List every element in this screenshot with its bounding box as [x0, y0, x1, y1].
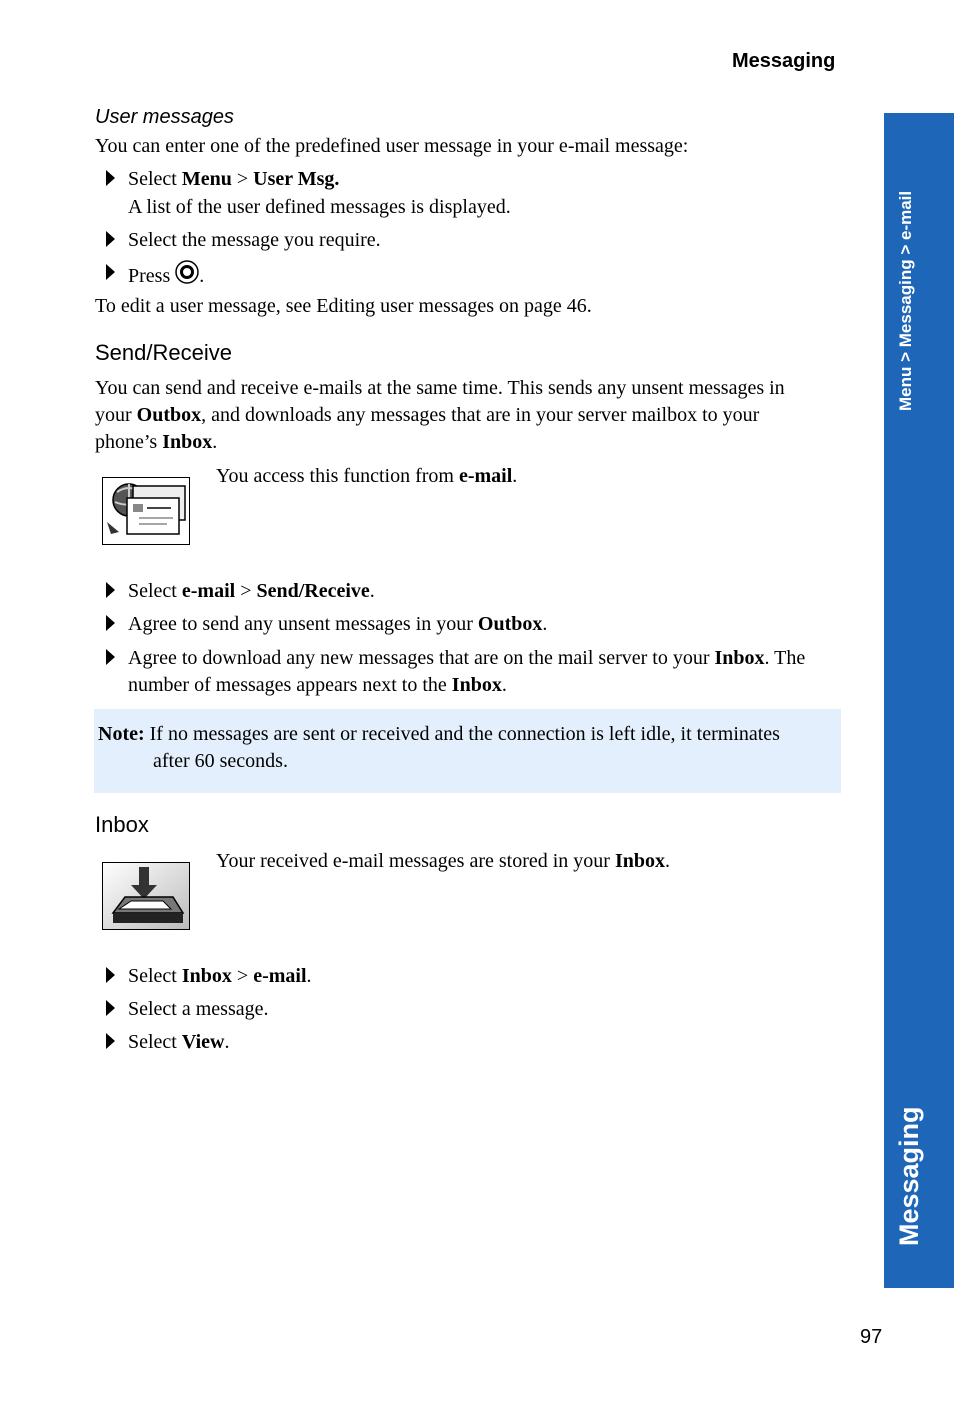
inbox-step-1: Select Inbox > e-mail.: [128, 965, 312, 987]
running-header: Messaging: [732, 50, 836, 72]
send-receive-access: You access this function from e-mail.: [216, 465, 518, 487]
edit-user-message-reference: To edit a user message, see Editing user messages on page 46.: [95, 295, 592, 317]
bullet-arrow-icon: [106, 1033, 115, 1049]
bullet-arrow-icon: [106, 264, 115, 280]
user-messages-intro: You can enter one of the predefined user message in your e-mail message:: [95, 135, 689, 157]
inbox-icon: [102, 862, 190, 930]
inbox-step-3: Select View.: [128, 1031, 230, 1053]
send-receive-paragraph: You can send and receive e-mails at the same time. This sends any unsent messages in your Outbox, and downloads any messages that are in your server mailbox to your phone’s Inbox.: [95, 377, 785, 453]
user-messages-step-3: Press .: [128, 260, 204, 292]
user-messages-step-1: Select Menu > User Msg.: [128, 168, 340, 190]
bullet-arrow-icon: [106, 231, 115, 247]
bullet-arrow-icon: [106, 582, 115, 598]
note-label: Note:: [98, 723, 145, 745]
inbox-description: Your received e-mail messages are stored in your Inbox.: [216, 850, 670, 872]
inbox-step-2: Select a message.: [128, 998, 269, 1020]
side-tab-path: Menu > Messaging > e-mail: [896, 190, 915, 411]
send-receive-icon: [102, 477, 190, 545]
bullet-arrow-icon: [106, 615, 115, 631]
note-text: Note: If no messages are sent or received and the connection is left idle, it terminates after 60 seconds.: [98, 723, 780, 772]
send-receive-step-2: Agree to send any unsent messages in your Outbox.: [128, 613, 548, 635]
side-tab: [884, 113, 954, 1288]
send-receive-step-3: Agree to download any new messages that are on the mail server to your Inbox. The number of messages appears next to the Inbox.: [128, 647, 806, 696]
send-receive-heading: Send/Receive: [95, 340, 232, 365]
navi-key-icon: [175, 260, 199, 292]
side-tab-section: Messaging: [894, 1106, 924, 1246]
user-messages-step-1-result: A list of the user defined messages is displayed.: [128, 196, 511, 218]
bullet-arrow-icon: [106, 1000, 115, 1016]
note-box: [94, 709, 841, 793]
page-number: 97: [860, 1326, 883, 1348]
bullet-arrow-icon: [106, 967, 115, 983]
user-messages-step-2: Select the message you require.: [128, 229, 381, 251]
user-messages-heading: User messages: [95, 106, 234, 128]
bullet-arrow-icon: [106, 649, 115, 665]
send-receive-step-1: Select e-mail > Send/Receive.: [128, 580, 375, 602]
inbox-heading: Inbox: [95, 812, 149, 837]
bullet-arrow-icon: [106, 170, 115, 186]
